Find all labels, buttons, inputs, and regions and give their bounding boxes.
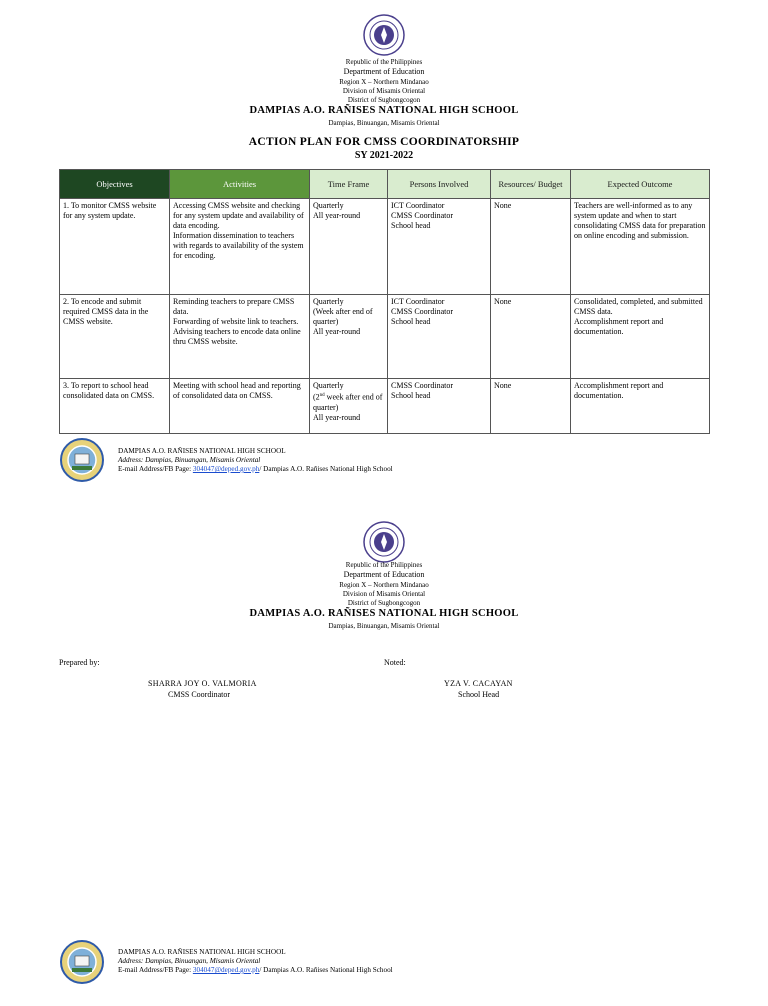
footer-school-name: DAMPIAS A.O. RAÑISES NATIONAL HIGH SCHOOL [118,948,286,956]
cell-persons: ICT Coordinator CMSS Coordinator School head [388,295,491,379]
footer-email-label: E-mail Address/FB Page: [118,966,193,974]
republic-text: Republic of the Philippines [345,58,423,66]
school-name: DAMPIAS A.O. RAÑISES NATIONAL HIGH SCHOOL [249,608,519,619]
footer-fb-page: / Dampias A.O. Rañises National High School [259,465,393,473]
cell-outcome: Consolidated, completed, and submitted CMSS data. Accomplishment report and documentation. [571,295,710,379]
col-header-resources: Resources/ Budget [491,170,571,199]
preparer-title: CMSS Coordinator [168,690,231,699]
table-row [60,295,710,379]
footer-fb-page: / Dampias A.O. Rañises National High School [259,966,393,974]
cell-objective: 1. To monitor CMSS website for any system update. [60,199,170,295]
col-header-objectives: Objectives [60,170,170,199]
cell-time-frame [310,379,388,434]
time-frame-text-rest: week after end of quarter) All year-round [313,392,383,422]
school-address: Dampias, Binuangan, Misamis Oriental [328,622,440,630]
school-logo-icon [60,940,104,984]
footer-contact [118,465,393,474]
cell-persons: ICT Coordinator CMSS Coordinator School head [388,199,491,295]
cell-activities: Meeting with school head and reporting of consolidated data on CMSS. [170,379,310,434]
cell-activities: Reminding teachers to prepare CMSS data. Forwarding of website link to teachers. Advising teachers to encode data online thru CMSS website. [170,295,310,379]
cell-time-frame: Quarterly (Week after end of quarter) All year-round [310,295,388,379]
division-text: Division of Misamis Oriental [342,87,426,95]
school-logo-icon [60,438,104,482]
cell-resources: None [491,379,571,434]
cell-time-frame: Quarterly All year-round [310,199,388,295]
ordinal-suffix: nd [319,393,325,398]
school-name: DAMPIAS A.O. RAÑISES NATIONAL HIGH SCHOOL [249,105,519,116]
republic-text: Republic of the Philippines [345,561,423,569]
cell-resources: None [491,199,571,295]
footer-email-link[interactable]: 304047@deped.gov.ph [192,465,260,473]
cell-activities: Accessing CMSS website and checking for any system update and availability of data encoding. Information dissemination to teachers with regards to availability of the system for encoding. [170,199,310,295]
col-header-persons: Persons Involved [388,170,491,199]
division-text: Division of Misamis Oriental [342,590,426,598]
deped-seal-icon [363,521,405,563]
footer-address: Address: Dampias, Binuangan, Misamis Oriental [118,957,261,965]
footer-email-label: E-mail Address/FB Page: [118,465,193,473]
school-year: SY 2021-2022 [354,150,414,161]
department-text: Department of Education [343,67,425,76]
district-text: District of Sugbongcogon [347,599,421,607]
col-header-outcome: Expected Outcome [571,170,710,199]
col-header-time-frame: Time Frame [310,170,388,199]
region-text: Region X – Northern Mindanao [339,581,429,589]
department-text: Department of Education [343,570,425,579]
district-text: District of Sugbongcogon [347,96,421,104]
action-plan-table [59,169,710,434]
footer-address: Address: Dampias, Binuangan, Misamis Oriental [118,456,261,464]
cell-outcome: Accomplishment report and documentation. [571,379,710,434]
footer-contact [118,966,393,975]
table-header-row [60,170,710,199]
noter-title: School Head [458,690,500,699]
noted-label: Noted: [384,658,406,667]
footer-email-link[interactable]: 304047@deped.gov.ph [192,966,260,974]
table-row [60,379,710,434]
prepared-by-label: Prepared by: [59,658,100,667]
table-row [60,199,710,295]
school-address: Dampias, Binuangan, Misamis Oriental [328,119,440,127]
cell-outcome: Teachers are well-informed as to any system update and when to start consolidating CMSS data for preparation on online encoding and submission. [571,199,710,295]
cell-persons: CMSS Coordinator School head [388,379,491,434]
document-title: ACTION PLAN FOR CMSS COORDINATORSHIP [248,136,520,148]
footer-school-name: DAMPIAS A.O. RAÑISES NATIONAL HIGH SCHOOL [118,447,286,455]
cell-objective: 3. To report to school head consolidated data on CMSS. [60,379,170,434]
time-frame-text: Quarterly (2 [313,381,344,402]
cell-objective: 2. To encode and submit required CMSS data in the CMSS website. [60,295,170,379]
deped-seal-icon [363,14,405,56]
preparer-name: SHARRA JOY O. VALMORIA [148,679,257,688]
noter-name: YZA V. CACAYAN [444,679,513,688]
region-text: Region X – Northern Mindanao [339,78,429,86]
cell-resources: None [491,295,571,379]
col-header-activities: Activities [170,170,310,199]
